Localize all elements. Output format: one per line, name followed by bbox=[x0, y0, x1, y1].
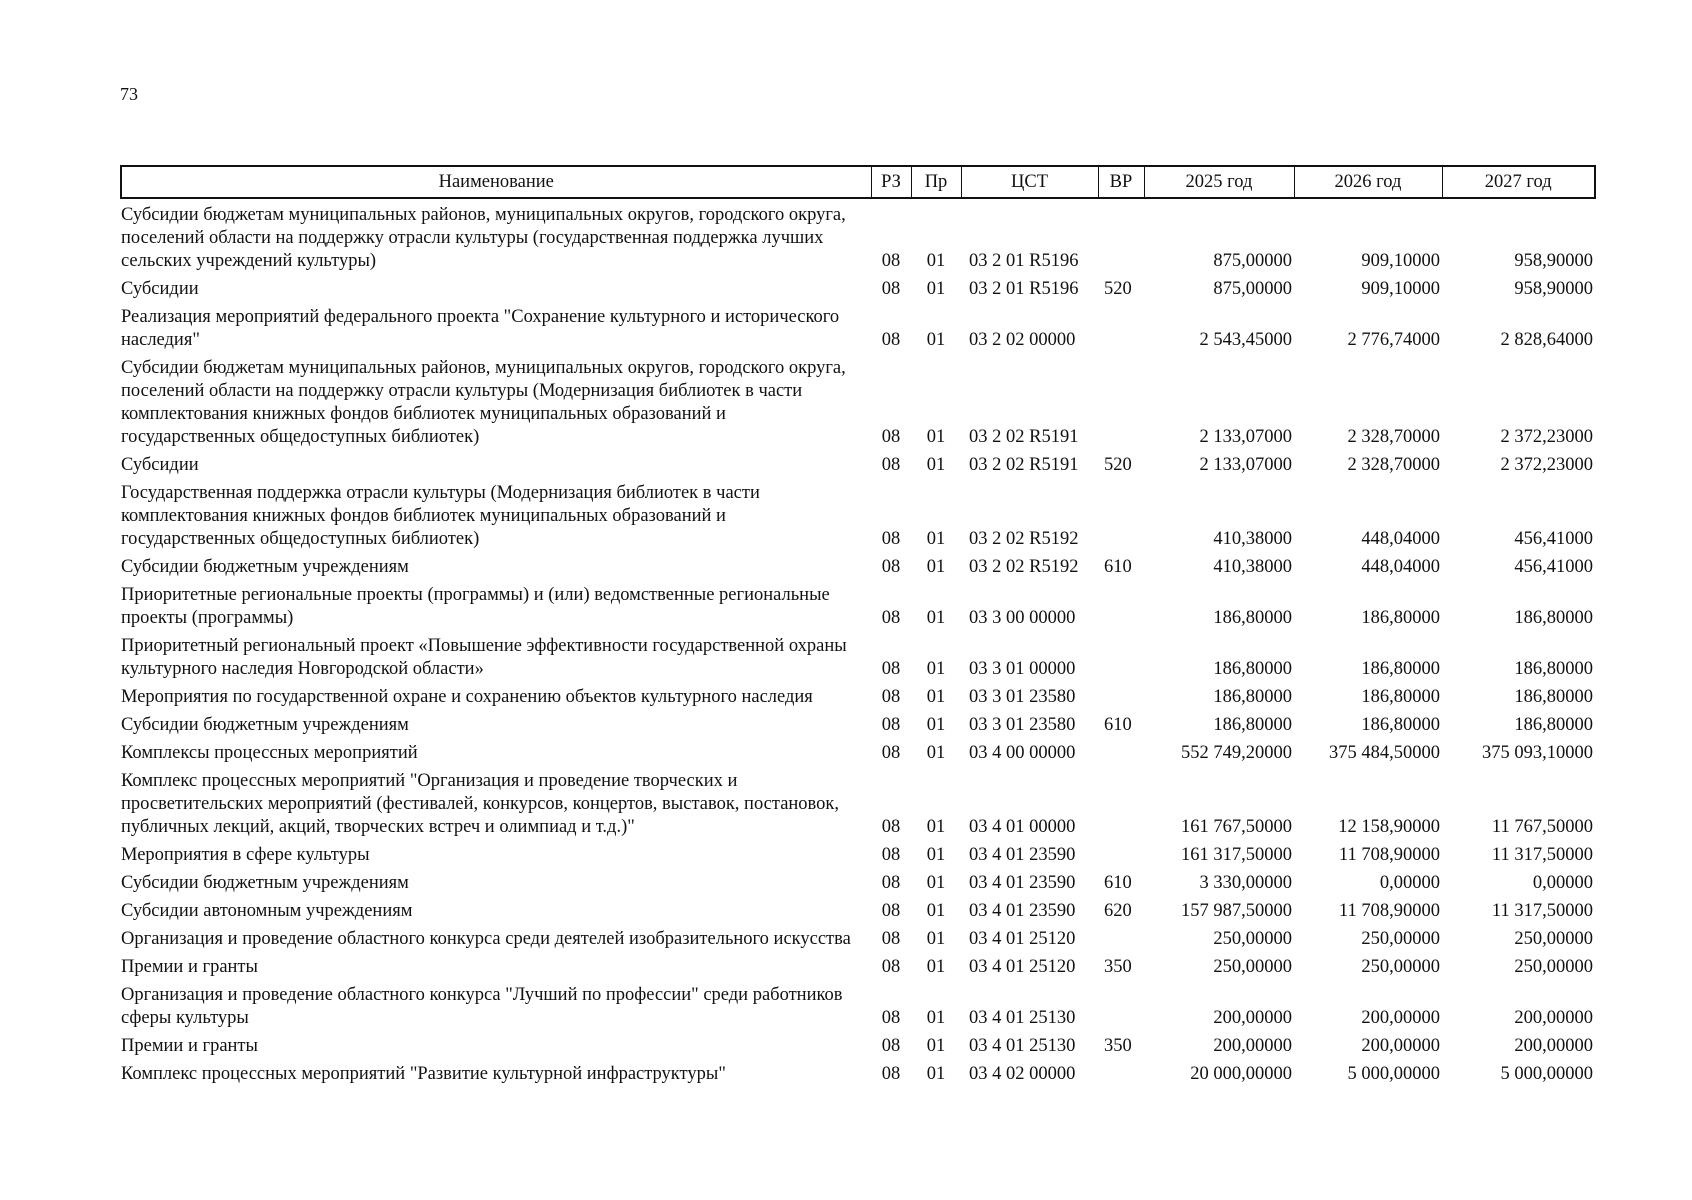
cell-cst: 03 2 02 R5191 bbox=[969, 427, 1079, 447]
cell-pr: 01 bbox=[926, 1064, 946, 1084]
cell-cst: 03 3 00 00000 bbox=[969, 608, 1076, 628]
table-row bbox=[121, 198, 1595, 273]
table-row bbox=[121, 979, 1595, 1030]
cell-vr bbox=[1098, 979, 1144, 1030]
cell-2026: 2 328,70000 bbox=[1347, 455, 1440, 475]
cell-2025: 2 543,45000 bbox=[1199, 330, 1292, 350]
cell-vr bbox=[1098, 839, 1144, 867]
cell-rz: 08 bbox=[881, 873, 901, 893]
cell-vr bbox=[1098, 579, 1144, 630]
cell-2026: 186,80000 bbox=[1361, 715, 1440, 735]
cell-2027: 2 828,64000 bbox=[1500, 330, 1593, 350]
cell-name: Субсидии бюджетным учреждениям bbox=[121, 873, 409, 893]
cell-cst: 03 2 01 R5196 bbox=[969, 251, 1079, 271]
table-row bbox=[121, 551, 1595, 579]
cell-cst: 03 4 01 00000 bbox=[969, 817, 1076, 837]
cell-2027: 11 767,50000 bbox=[1491, 817, 1593, 837]
cell-vr: 620 bbox=[1104, 901, 1132, 921]
cell-name: Комплексы процессных мероприятий bbox=[121, 743, 418, 763]
table-row bbox=[121, 477, 1595, 551]
cell-2025: 552 749,20000 bbox=[1181, 743, 1292, 763]
cell-name: Организация и проведение областного конкурса среди деятелей изобразительного искусства bbox=[121, 929, 851, 949]
cell-rz: 08 bbox=[881, 1064, 901, 1084]
cell-2027: 186,80000 bbox=[1514, 659, 1593, 679]
cell-name: Субсидии бюджетам муниципальных районов, муниципальных округов, городского округа, поселений области на поддержку отрасли культуры (Модернизация библиотек в части комплектования книжных фондов библиотек муниципальных образований и государственных общедоступных библиотек) bbox=[121, 358, 846, 447]
table-row bbox=[121, 352, 1595, 449]
cell-pr: 01 bbox=[926, 929, 946, 949]
cell-rz: 08 bbox=[881, 1036, 901, 1056]
cell-pr: 01 bbox=[926, 251, 946, 271]
cell-cst: 03 4 01 23590 bbox=[969, 845, 1076, 865]
cell-pr: 01 bbox=[926, 817, 946, 837]
cell-2025: 200,00000 bbox=[1213, 1008, 1292, 1028]
cell-pr: 01 bbox=[926, 1008, 946, 1028]
cell-rz: 08 bbox=[881, 455, 901, 475]
cell-2027: 186,80000 bbox=[1514, 608, 1593, 628]
cell-2025: 161 317,50000 bbox=[1181, 845, 1292, 865]
cell-2026: 448,04000 bbox=[1361, 529, 1440, 549]
cell-2025: 875,00000 bbox=[1213, 251, 1292, 271]
header-pr: Пр bbox=[911, 166, 961, 198]
table-row bbox=[121, 301, 1595, 352]
cell-2026: 909,10000 bbox=[1361, 279, 1440, 299]
cell-name: Приоритетный региональный проект «Повышение эффективности государственной охраны культурного наследия Новгородской области» bbox=[121, 636, 847, 679]
cell-rz: 08 bbox=[881, 608, 901, 628]
cell-2025: 410,38000 bbox=[1213, 557, 1292, 577]
cell-rz: 08 bbox=[881, 427, 901, 447]
cell-2026: 0,00000 bbox=[1379, 873, 1440, 893]
cell-2027: 186,80000 bbox=[1514, 715, 1593, 735]
cell-name: Комплекс процессных мероприятий "Развитие культурной инфраструктуры" bbox=[121, 1064, 726, 1084]
cell-name: Субсидии бюджетным учреждениям bbox=[121, 715, 409, 735]
header-name: Наименование bbox=[121, 166, 871, 198]
cell-rz: 08 bbox=[881, 715, 901, 735]
table-row bbox=[121, 839, 1595, 867]
cell-name: Субсидии автономным учреждениям bbox=[121, 901, 413, 921]
cell-name: Субсидии бюджетам муниципальных районов, муниципальных округов, городского округа, поселений области на поддержку отрасли культуры (государственная поддержка лучших сельских учреждений культуры) bbox=[121, 205, 846, 271]
cell-2026: 11 708,90000 bbox=[1338, 845, 1440, 865]
cell-2026: 186,80000 bbox=[1361, 608, 1440, 628]
cell-2027: 456,41000 bbox=[1514, 529, 1593, 549]
cell-2026: 12 158,90000 bbox=[1338, 817, 1440, 837]
cell-vr bbox=[1098, 198, 1144, 273]
cell-pr: 01 bbox=[926, 608, 946, 628]
cell-2026: 250,00000 bbox=[1361, 957, 1440, 977]
cell-name: Государственная поддержка отрасли культуры (Модернизация библиотек в части комплектования книжных фондов библиотек муниципальных образований и государственных общедоступных библиотек) bbox=[121, 483, 760, 549]
cell-pr: 01 bbox=[926, 743, 946, 763]
cell-vr: 520 bbox=[1104, 279, 1132, 299]
cell-2025: 2 133,07000 bbox=[1199, 427, 1292, 447]
table-body bbox=[121, 198, 1595, 1086]
cell-pr: 01 bbox=[926, 1036, 946, 1056]
table-row bbox=[121, 681, 1595, 709]
cell-name: Премии и гранты bbox=[121, 957, 258, 977]
cell-2026: 375 484,50000 bbox=[1329, 743, 1440, 763]
cell-2027: 958,90000 bbox=[1514, 279, 1593, 299]
cell-2025: 186,80000 bbox=[1213, 687, 1292, 707]
cell-vr bbox=[1098, 923, 1144, 951]
cell-cst: 03 4 01 23590 bbox=[969, 873, 1076, 893]
cell-2025: 3 330,00000 bbox=[1199, 873, 1292, 893]
cell-cst: 03 4 01 25130 bbox=[969, 1008, 1076, 1028]
table-row bbox=[121, 1030, 1595, 1058]
cell-2027: 456,41000 bbox=[1514, 557, 1593, 577]
cell-name: Премии и гранты bbox=[121, 1036, 258, 1056]
cell-pr: 01 bbox=[926, 279, 946, 299]
cell-vr bbox=[1098, 352, 1144, 449]
header-rz: РЗ bbox=[871, 166, 911, 198]
cell-2027: 375 093,10000 bbox=[1482, 743, 1593, 763]
cell-cst: 03 4 01 25120 bbox=[969, 929, 1076, 949]
cell-2025: 200,00000 bbox=[1213, 1036, 1292, 1056]
cell-pr: 01 bbox=[926, 957, 946, 977]
cell-2026: 2 776,74000 bbox=[1347, 330, 1440, 350]
cell-pr: 01 bbox=[926, 427, 946, 447]
cell-2026: 250,00000 bbox=[1361, 929, 1440, 949]
cell-vr bbox=[1098, 477, 1144, 551]
table-row bbox=[121, 630, 1595, 681]
cell-pr: 01 bbox=[926, 659, 946, 679]
cell-rz: 08 bbox=[881, 929, 901, 949]
cell-2027: 0,00000 bbox=[1532, 873, 1593, 893]
header-cst: ЦСТ bbox=[961, 166, 1098, 198]
page-number: 73 bbox=[120, 84, 138, 104]
table-row bbox=[121, 765, 1595, 839]
cell-2026: 186,80000 bbox=[1361, 659, 1440, 679]
cell-2026: 200,00000 bbox=[1361, 1008, 1440, 1028]
cell-2025: 161 767,50000 bbox=[1181, 817, 1292, 837]
cell-vr bbox=[1098, 630, 1144, 681]
cell-rz: 08 bbox=[881, 687, 901, 707]
table-row bbox=[121, 951, 1595, 979]
cell-rz: 08 bbox=[881, 1008, 901, 1028]
cell-2025: 875,00000 bbox=[1213, 279, 1292, 299]
cell-2026: 909,10000 bbox=[1361, 251, 1440, 271]
header-2027: 2027 год bbox=[1442, 166, 1595, 198]
cell-2025: 20 000,00000 bbox=[1190, 1064, 1292, 1084]
cell-2026: 200,00000 bbox=[1361, 1036, 1440, 1056]
cell-2025: 2 133,07000 bbox=[1199, 455, 1292, 475]
header-vr: ВР bbox=[1098, 166, 1144, 198]
cell-name: Мероприятия в сфере культуры bbox=[121, 845, 370, 865]
cell-vr: 350 bbox=[1104, 957, 1132, 977]
cell-pr: 01 bbox=[926, 845, 946, 865]
cell-2027: 250,00000 bbox=[1514, 957, 1593, 977]
cell-cst: 03 4 00 00000 bbox=[969, 743, 1076, 763]
header-2026: 2026 год bbox=[1294, 166, 1442, 198]
cell-cst: 03 2 02 00000 bbox=[969, 330, 1076, 350]
cell-rz: 08 bbox=[881, 279, 901, 299]
cell-2025: 157 987,50000 bbox=[1181, 901, 1292, 921]
cell-2026: 448,04000 bbox=[1361, 557, 1440, 577]
table-header-row bbox=[121, 166, 1595, 198]
table-row bbox=[121, 895, 1595, 923]
cell-cst: 03 3 01 00000 bbox=[969, 659, 1076, 679]
cell-rz: 08 bbox=[881, 957, 901, 977]
cell-2027: 2 372,23000 bbox=[1500, 455, 1593, 475]
cell-vr bbox=[1098, 301, 1144, 352]
cell-pr: 01 bbox=[926, 557, 946, 577]
cell-pr: 01 bbox=[926, 687, 946, 707]
cell-rz: 08 bbox=[881, 845, 901, 865]
cell-2026: 5 000,00000 bbox=[1347, 1064, 1440, 1084]
cell-2025: 250,00000 bbox=[1213, 929, 1292, 949]
cell-vr bbox=[1098, 737, 1144, 765]
table-row bbox=[121, 923, 1595, 951]
cell-rz: 08 bbox=[881, 817, 901, 837]
cell-vr: 610 bbox=[1104, 873, 1132, 893]
table-row bbox=[121, 579, 1595, 630]
cell-vr bbox=[1098, 765, 1144, 839]
table-row bbox=[121, 867, 1595, 895]
cell-vr bbox=[1098, 1058, 1144, 1086]
cell-cst: 03 2 02 R5192 bbox=[969, 557, 1079, 577]
cell-2026: 2 328,70000 bbox=[1347, 427, 1440, 447]
cell-name: Комплекс процессных мероприятий "Организация и проведение творческих и просветительских мероприятий (фестивалей, конкурсов, концертов, выставок, постановок, публичных лекций, акций, творческих встреч и олимпиад и т.д.)" bbox=[121, 771, 840, 837]
cell-2027: 2 372,23000 bbox=[1500, 427, 1593, 447]
cell-pr: 01 bbox=[926, 529, 946, 549]
cell-cst: 03 4 01 25130 bbox=[969, 1036, 1076, 1056]
cell-vr bbox=[1098, 681, 1144, 709]
table-row bbox=[121, 273, 1595, 301]
cell-name: Приоритетные региональные проекты (программы) и (или) ведомственные региональные проекты (программы) bbox=[121, 585, 830, 628]
cell-rz: 08 bbox=[881, 529, 901, 549]
cell-2025: 186,80000 bbox=[1213, 659, 1292, 679]
cell-rz: 08 bbox=[881, 251, 901, 271]
cell-2026: 11 708,90000 bbox=[1338, 901, 1440, 921]
cell-name: Субсидии бюджетным учреждениям bbox=[121, 557, 409, 577]
cell-2025: 410,38000 bbox=[1213, 529, 1292, 549]
cell-2025: 186,80000 bbox=[1213, 715, 1292, 735]
cell-rz: 08 bbox=[881, 659, 901, 679]
cell-2027: 11 317,50000 bbox=[1491, 901, 1593, 921]
cell-pr: 01 bbox=[926, 455, 946, 475]
cell-2025: 250,00000 bbox=[1213, 957, 1292, 977]
cell-cst: 03 3 01 23580 bbox=[969, 687, 1076, 707]
table-row bbox=[121, 449, 1595, 477]
cell-cst: 03 4 01 23590 bbox=[969, 901, 1076, 921]
cell-vr: 610 bbox=[1104, 715, 1132, 735]
cell-name: Организация и проведение областного конкурса "Лучший по профессии" среди работников сферы культуры bbox=[121, 985, 843, 1028]
cell-cst: 03 4 01 25120 bbox=[969, 957, 1076, 977]
cell-rz: 08 bbox=[881, 743, 901, 763]
cell-pr: 01 bbox=[926, 873, 946, 893]
cell-2027: 200,00000 bbox=[1514, 1008, 1593, 1028]
cell-2025: 186,80000 bbox=[1213, 608, 1292, 628]
cell-name: Мероприятия по государственной охране и сохранению объектов культурного наследия bbox=[121, 687, 813, 707]
table-row bbox=[121, 737, 1595, 765]
cell-2027: 958,90000 bbox=[1514, 251, 1593, 271]
cell-cst: 03 4 02 00000 bbox=[969, 1064, 1076, 1084]
cell-pr: 01 bbox=[926, 715, 946, 735]
table-row bbox=[121, 1058, 1595, 1086]
cell-2027: 11 317,50000 bbox=[1491, 845, 1593, 865]
cell-rz: 08 bbox=[881, 901, 901, 921]
cell-vr: 520 bbox=[1104, 455, 1132, 475]
cell-cst: 03 2 02 R5191 bbox=[969, 455, 1079, 475]
cell-2026: 186,80000 bbox=[1361, 687, 1440, 707]
cell-pr: 01 bbox=[926, 330, 946, 350]
cell-cst: 03 2 01 R5196 bbox=[969, 279, 1079, 299]
cell-pr: 01 bbox=[926, 901, 946, 921]
cell-2027: 5 000,00000 bbox=[1500, 1064, 1593, 1084]
cell-vr: 350 bbox=[1104, 1036, 1132, 1056]
cell-name: Реализация мероприятий федерального проекта "Сохранение культурного и исторического наследия" bbox=[121, 307, 840, 350]
cell-cst: 03 2 02 R5192 bbox=[969, 529, 1079, 549]
cell-2027: 200,00000 bbox=[1514, 1036, 1593, 1056]
cell-2027: 186,80000 bbox=[1514, 687, 1593, 707]
table-row bbox=[121, 709, 1595, 737]
cell-name: Субсидии bbox=[121, 455, 199, 475]
cell-rz: 08 bbox=[881, 330, 901, 350]
cell-2027: 250,00000 bbox=[1514, 929, 1593, 949]
budget-table bbox=[120, 165, 1596, 1086]
header-2025: 2025 год bbox=[1144, 166, 1294, 198]
cell-rz: 08 bbox=[881, 557, 901, 577]
cell-name: Субсидии bbox=[121, 279, 199, 299]
cell-vr: 610 bbox=[1104, 557, 1132, 577]
cell-cst: 03 3 01 23580 bbox=[969, 715, 1076, 735]
